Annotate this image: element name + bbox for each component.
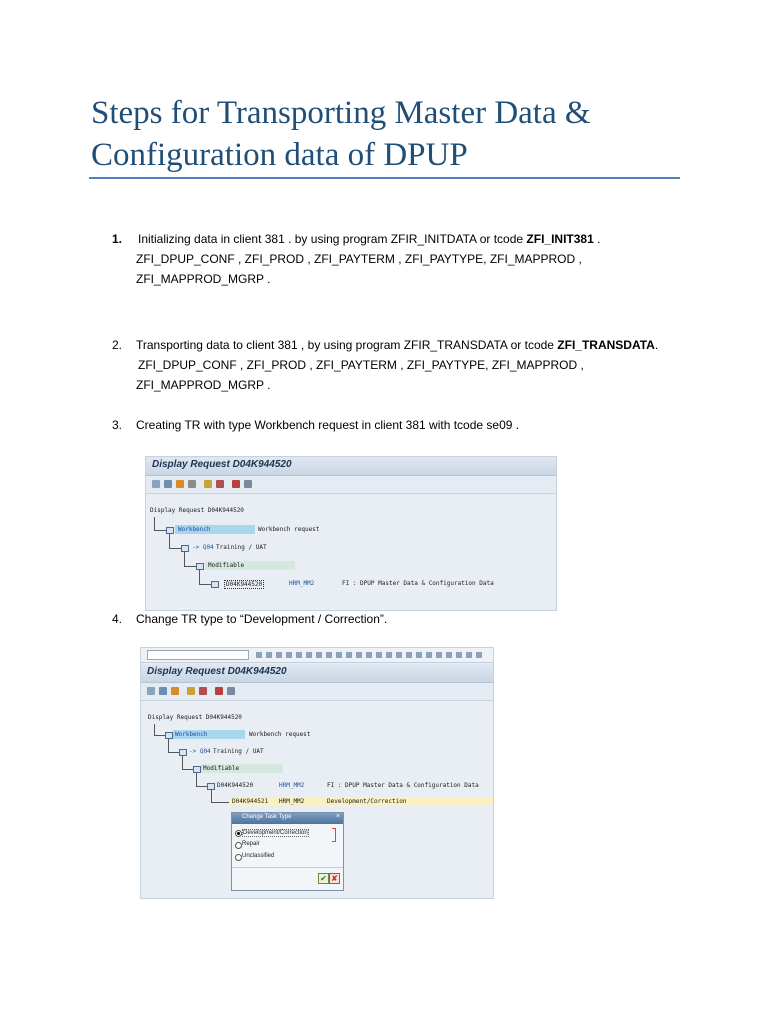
step-number: 3. — [112, 418, 123, 432]
standard-toolbar — [141, 648, 493, 663]
change-task-type-dialog — [231, 812, 344, 891]
step-text: Transporting data to client 381 , by using program ZFIR_TRANSDATA or tcode — [136, 338, 558, 352]
step-text-end: . — [593, 232, 601, 246]
step-text: Change TR type to “Development / Correction”. — [136, 612, 388, 626]
folder-icon — [165, 732, 173, 739]
print-icon[interactable] — [227, 687, 235, 695]
tcode: ZFI_INIT381 — [526, 232, 594, 246]
folder-icon — [179, 749, 187, 756]
tree-target[interactable]: -> Q04 — [192, 544, 214, 551]
save-icon[interactable] — [215, 687, 223, 695]
tree-owner: HRM_MM2 — [289, 580, 315, 587]
release-icon[interactable] — [171, 687, 179, 695]
sap-screenshot-2 — [140, 647, 494, 899]
dialog-title: Change Task Type — [242, 814, 292, 820]
print-icon[interactable] — [244, 480, 252, 488]
save-icon[interactable] — [232, 480, 240, 488]
tree-request[interactable]: D04K944520 — [226, 581, 263, 588]
toolbar — [146, 476, 556, 494]
check-icon[interactable] — [164, 480, 172, 488]
add-user-icon[interactable] — [204, 480, 212, 488]
title-line-2: Configuration data of DPUP — [91, 137, 468, 173]
release-icon[interactable] — [176, 480, 184, 488]
step-text: Creating TR with type Workbench request in client 381 with tcode se09 . — [136, 418, 520, 432]
tree-workbench-desc: Workbench request — [249, 731, 311, 738]
step-number: 2. — [112, 338, 123, 352]
radio-repair[interactable] — [235, 842, 242, 849]
tree-task-desc: Development/Correction — [327, 798, 407, 805]
table-list: ZFI_DPUP_CONF , ZFI_PROD , ZFI_PAYTERM , ZFI_PAYTYPE, ZFI_MAPPROD , — [138, 358, 584, 372]
option-unclassified[interactable]: Unclassified — [242, 853, 275, 859]
screen-header — [146, 457, 556, 476]
check-icon[interactable] — [159, 687, 167, 695]
step-number: 4. — [112, 612, 123, 626]
option-repair[interactable]: Repair — [242, 841, 260, 847]
transport-icon[interactable] — [199, 687, 207, 695]
step-number: 1. — [112, 232, 123, 246]
tree-modifiable[interactable]: Modifiable — [208, 562, 245, 569]
transport-icon[interactable] — [216, 480, 224, 488]
table-list: ZFI_DPUP_CONF , ZFI_PROD , ZFI_PAYTERM , ZFI_PAYTYPE, ZFI_MAPPROD , — [136, 252, 582, 266]
step-text-end: . — [654, 338, 659, 352]
title-line-1: Steps for Transporting Master Data & — [91, 95, 591, 131]
tree-request-desc: FI : DPUP Master Data & Configuration Data — [327, 782, 479, 789]
command-field[interactable] — [147, 650, 249, 660]
tree-task-owner: HRM_MM2 — [279, 798, 305, 805]
toolbar — [141, 683, 493, 701]
document-title — [91, 92, 691, 176]
option-development[interactable]: Development/Correction — [243, 830, 308, 836]
dialog-divider — [232, 867, 343, 868]
tree-request[interactable]: D04K944520 — [217, 782, 254, 789]
display-change-icon[interactable] — [147, 687, 155, 695]
tcode: ZFI_TRANSDATA — [557, 338, 655, 352]
screen-title: Display Request D04K944520 — [147, 666, 287, 677]
tree-root: Display Request D04K944520 — [150, 507, 244, 514]
cancel-x-icon[interactable]: ✘ — [329, 873, 340, 884]
delete-icon[interactable] — [188, 480, 196, 488]
step-3 — [112, 415, 519, 435]
tree-request-desc: FI : DPUP Master Data & Configuration Data — [342, 580, 494, 587]
screen-title: Display Request D04K944520 — [152, 459, 292, 470]
display-change-icon[interactable] — [152, 480, 160, 488]
close-icon[interactable]: × — [335, 813, 340, 820]
tree-root: Display Request D04K944520 — [148, 714, 242, 721]
tree-target-desc: Training / UAT — [216, 544, 267, 551]
folder-icon — [193, 766, 201, 773]
required-bracket — [332, 828, 336, 842]
tree-task[interactable]: D04K944521 — [232, 798, 269, 805]
table-list-cont: ZFI_MAPPROD_MGRP . — [136, 272, 271, 286]
tree-target[interactable]: -> Q04 — [189, 748, 211, 755]
radio-unclassified[interactable] — [235, 854, 242, 861]
folder-icon — [211, 581, 219, 588]
folder-icon — [207, 783, 215, 790]
screen-header — [141, 664, 493, 683]
folder-icon — [196, 563, 204, 570]
tree-target-desc: Training / UAT — [213, 748, 264, 755]
tree-workbench[interactable]: Workbench — [175, 731, 208, 738]
step-1 — [112, 229, 600, 289]
table-list-cont: ZFI_MAPPROD_MGRP . — [136, 378, 271, 392]
folder-icon — [166, 527, 174, 534]
step-4 — [112, 609, 387, 629]
tree-workbench[interactable]: Workbench — [178, 526, 211, 533]
toolbar-icons — [256, 652, 486, 658]
tree-modifiable[interactable]: Modifiable — [203, 765, 240, 772]
radio-development[interactable] — [235, 830, 242, 837]
step-text: Initializing data in client 381 . by using program ZFIR_INITDATA or tcode — [138, 232, 527, 246]
tree-workbench-desc: Workbench request — [258, 526, 320, 533]
title-underline — [89, 177, 680, 179]
sap-screenshot-1 — [145, 456, 557, 611]
add-user-icon[interactable] — [187, 687, 195, 695]
confirm-check-icon[interactable]: ✔ — [318, 873, 329, 884]
dialog-titlebar — [232, 813, 343, 824]
folder-icon — [181, 545, 189, 552]
tree-owner: HRM_MM2 — [279, 782, 305, 789]
step-2 — [112, 335, 658, 395]
